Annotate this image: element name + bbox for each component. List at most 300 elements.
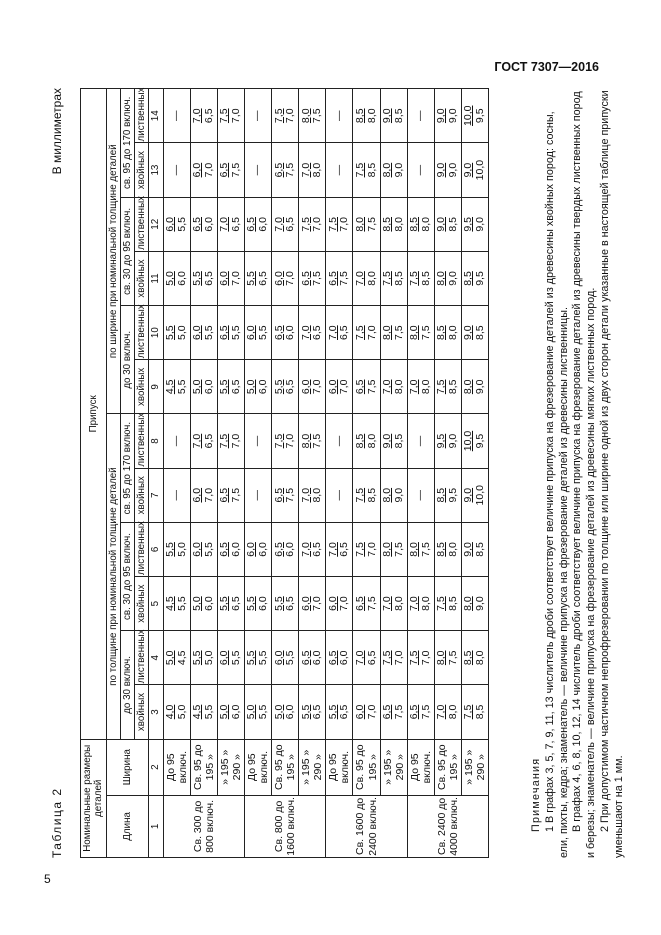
column-number: 7 bbox=[149, 468, 163, 522]
allowance-cell bbox=[272, 251, 299, 305]
header-coniferous: хвойных bbox=[135, 143, 149, 197]
allowance-cell bbox=[163, 577, 190, 631]
fraction bbox=[165, 596, 188, 611]
denominator: 7,0 bbox=[202, 487, 215, 503]
header-deciduous: лиственных bbox=[136, 195, 148, 250]
denominator: 8,0 bbox=[365, 271, 378, 286]
fraction bbox=[301, 705, 324, 720]
allowance-cell bbox=[299, 631, 326, 685]
denominator: 6,0 bbox=[311, 650, 324, 666]
allowance-cell bbox=[434, 577, 461, 631]
header-coniferous: хвойных bbox=[135, 468, 149, 522]
denominator: 9,0 bbox=[392, 487, 405, 503]
denominator: 8,5 bbox=[365, 162, 378, 178]
allowance-cell bbox=[380, 251, 407, 305]
width-cell: » 195 » 290 » bbox=[461, 739, 488, 795]
numerator: 6,5 bbox=[272, 162, 285, 178]
allowance-cell bbox=[461, 143, 488, 197]
note-2: 2 При допустимом частичном непрофрезеровании по толщине или ширине одной из двух сторон детали указанные в настоящей таблице припуски уменьшают на 1 мм. bbox=[599, 90, 625, 858]
numerator: 5,5 bbox=[164, 325, 177, 340]
numerator: 7,0 bbox=[353, 650, 366, 666]
allowance-cell bbox=[407, 631, 434, 685]
denominator: 9,5 bbox=[446, 487, 459, 503]
width-cell: До 95 включ. bbox=[163, 739, 190, 795]
fraction bbox=[219, 542, 242, 557]
allowance-cell bbox=[326, 685, 353, 739]
allowance-cell bbox=[353, 577, 380, 631]
fraction bbox=[355, 650, 378, 665]
fraction bbox=[165, 271, 188, 286]
denominator: 8,5 bbox=[446, 596, 459, 611]
header-deciduous: лиственных bbox=[136, 412, 148, 467]
numerator: 7,5 bbox=[272, 433, 285, 449]
column-number-row bbox=[149, 89, 163, 858]
header-range: св. 30 до 95 включ. bbox=[120, 197, 134, 305]
numerator: 6,5 bbox=[326, 650, 339, 666]
numerator: 6,5 bbox=[299, 650, 312, 666]
denominator: 6,5 bbox=[365, 650, 378, 666]
fraction bbox=[436, 596, 459, 611]
table-row bbox=[380, 89, 407, 858]
fraction bbox=[192, 542, 215, 557]
allowance-cell: — bbox=[244, 468, 271, 522]
denominator: 6,0 bbox=[202, 596, 215, 611]
fraction bbox=[436, 163, 459, 178]
header-deciduous: лиственных bbox=[136, 629, 148, 684]
denominator: 6,0 bbox=[257, 542, 270, 557]
fraction bbox=[355, 380, 378, 395]
allowance-cell bbox=[163, 197, 190, 251]
allowance-cell bbox=[461, 197, 488, 251]
allowance-cell bbox=[380, 631, 407, 685]
fraction bbox=[463, 596, 486, 611]
fraction bbox=[463, 271, 486, 286]
allowance-cell bbox=[434, 251, 461, 305]
fraction bbox=[301, 163, 324, 178]
width-cell: До 95 включ. bbox=[326, 739, 353, 795]
numerator: 7,5 bbox=[299, 216, 312, 232]
fraction bbox=[274, 380, 297, 395]
numerator: 5,0 bbox=[218, 704, 231, 720]
denominator: 5,5 bbox=[257, 325, 270, 340]
fraction bbox=[463, 160, 486, 180]
numerator: 6,0 bbox=[218, 271, 231, 286]
fraction bbox=[382, 434, 405, 449]
fraction bbox=[328, 650, 351, 665]
fraction bbox=[219, 434, 242, 449]
allowance-cell bbox=[272, 306, 299, 360]
fraction bbox=[165, 325, 188, 340]
numerator: 6,5 bbox=[326, 271, 339, 286]
denominator: 5,5 bbox=[284, 650, 297, 666]
fraction bbox=[409, 542, 432, 557]
denominator: 6,5 bbox=[284, 596, 297, 611]
allowance-cell bbox=[299, 306, 326, 360]
fraction bbox=[463, 380, 486, 395]
fraction bbox=[436, 271, 459, 286]
header-nominal: Номинальные размеры деталей bbox=[81, 739, 107, 857]
allowance-cell: — bbox=[407, 143, 434, 197]
allowance-cell bbox=[434, 306, 461, 360]
denominator: 6,5 bbox=[229, 379, 242, 395]
column-number: 11 bbox=[149, 251, 163, 305]
allowance-cell bbox=[326, 577, 353, 631]
fraction bbox=[382, 705, 405, 720]
allowance-cell bbox=[407, 522, 434, 576]
denominator: 8,5 bbox=[365, 487, 378, 503]
denominator: 7,0 bbox=[284, 271, 297, 286]
numerator: 8,0 bbox=[299, 108, 312, 124]
fraction bbox=[274, 650, 297, 665]
fraction bbox=[165, 650, 188, 665]
table-row bbox=[461, 89, 488, 858]
numerator: 6,5 bbox=[191, 216, 204, 232]
fraction bbox=[409, 271, 432, 286]
denominator: 6,0 bbox=[338, 650, 351, 666]
denominator: 10,0 bbox=[474, 159, 487, 181]
denominator: 6,5 bbox=[229, 596, 242, 611]
width-cell: » 195 » 290 » bbox=[380, 739, 407, 795]
fraction bbox=[192, 488, 215, 503]
denominator: 7,5 bbox=[311, 271, 324, 286]
denominator: 9,0 bbox=[474, 216, 487, 232]
numerator: 6,0 bbox=[191, 542, 204, 557]
allowance-cell: — bbox=[407, 89, 434, 144]
denominator: 7,0 bbox=[311, 379, 324, 395]
allowance-cell bbox=[217, 197, 244, 251]
allowance-cell: — bbox=[326, 414, 353, 468]
numerator: 7,0 bbox=[299, 487, 312, 503]
numerator: 6,5 bbox=[381, 704, 394, 720]
numerator: 6,5 bbox=[218, 542, 231, 557]
numerator: 7,0 bbox=[299, 325, 312, 340]
fraction bbox=[219, 596, 242, 611]
column-number: 14 bbox=[149, 89, 163, 144]
allowance-cell bbox=[190, 360, 217, 414]
fraction bbox=[192, 434, 215, 449]
allowance-cell bbox=[272, 414, 299, 468]
table-row bbox=[244, 89, 271, 858]
table-row bbox=[163, 89, 190, 858]
allowance-cell bbox=[461, 631, 488, 685]
numerator: 6,0 bbox=[326, 379, 339, 395]
denominator: 6,5 bbox=[202, 271, 215, 286]
numerator: 7,0 bbox=[218, 216, 231, 232]
numerator: 6,0 bbox=[218, 650, 231, 666]
denominator: 7,5 bbox=[446, 650, 459, 666]
header-by-thickness: по толщине при номинальной толщине деталей bbox=[106, 414, 120, 739]
denominator: 7,5 bbox=[365, 216, 378, 232]
numerator: 6,5 bbox=[353, 596, 366, 611]
table-body bbox=[163, 89, 489, 858]
header-width: Ширина bbox=[106, 739, 149, 795]
allowance-cell bbox=[434, 522, 461, 576]
fraction bbox=[274, 488, 297, 503]
allowance-cell bbox=[461, 522, 488, 576]
numerator: 7,5 bbox=[353, 542, 366, 557]
numerator: 6,0 bbox=[353, 704, 366, 720]
fraction bbox=[382, 380, 405, 395]
fraction bbox=[219, 325, 242, 340]
denominator: 5,5 bbox=[175, 596, 188, 611]
header-coniferous: хвойных bbox=[135, 251, 149, 305]
allowance-cell bbox=[299, 197, 326, 251]
allowance-cell bbox=[380, 197, 407, 251]
denominator: 7,0 bbox=[365, 542, 378, 557]
allowance-cell bbox=[326, 631, 353, 685]
denominator: 8,0 bbox=[419, 596, 432, 611]
denominator: 6,5 bbox=[311, 325, 324, 340]
numerator: 9,0 bbox=[462, 542, 475, 557]
fraction bbox=[192, 108, 215, 123]
numerator: 7,0 bbox=[381, 596, 394, 611]
numerator: 7,5 bbox=[218, 108, 231, 124]
denominator: 5,0 bbox=[202, 650, 215, 666]
denominator: 7,5 bbox=[419, 704, 432, 720]
denominator: 7,0 bbox=[419, 650, 432, 666]
numerator: 9,0 bbox=[462, 162, 475, 178]
denominator: 9,0 bbox=[446, 271, 459, 286]
header-range: до 30 включ. bbox=[120, 631, 134, 739]
fraction bbox=[192, 380, 215, 395]
fraction bbox=[165, 542, 188, 557]
fraction bbox=[409, 650, 432, 665]
allowance-cell bbox=[190, 306, 217, 360]
header-deciduous: лиственных bbox=[136, 87, 148, 142]
allowance-cell bbox=[434, 685, 461, 739]
denominator: 7,5 bbox=[311, 108, 324, 124]
fraction bbox=[192, 650, 215, 665]
denominator: 7,5 bbox=[284, 162, 297, 178]
fraction bbox=[192, 217, 215, 232]
allowance-cell bbox=[380, 414, 407, 468]
denominator: 6,0 bbox=[229, 542, 242, 557]
numerator: 10,0 bbox=[462, 430, 475, 452]
fraction bbox=[463, 325, 486, 340]
width-cell: До 95 включ. bbox=[407, 739, 434, 795]
numerator: 4,5 bbox=[164, 596, 177, 611]
denominator: 5,0 bbox=[175, 704, 188, 720]
fraction bbox=[355, 163, 378, 178]
denominator: 5,5 bbox=[202, 325, 215, 340]
numerator: 5,5 bbox=[191, 650, 204, 666]
denominator: 7,0 bbox=[284, 108, 297, 124]
header-length: Длина bbox=[106, 795, 149, 857]
numerator: 6,0 bbox=[245, 542, 258, 557]
allowance-cell bbox=[244, 251, 271, 305]
fraction bbox=[382, 488, 405, 503]
numerator: 8,5 bbox=[435, 542, 448, 557]
denominator: 8,0 bbox=[365, 433, 378, 449]
allowance-cell bbox=[272, 143, 299, 197]
allowance-cell bbox=[244, 197, 271, 251]
allowance-cell bbox=[353, 360, 380, 414]
header-range: до 30 включ. bbox=[120, 306, 134, 414]
fraction bbox=[219, 271, 242, 286]
numerator: 5,5 bbox=[164, 542, 177, 557]
allowance-cell bbox=[299, 468, 326, 522]
numerator: 8,5 bbox=[435, 325, 448, 340]
fraction bbox=[165, 380, 188, 395]
width-cell: » 195 » 290 » bbox=[217, 739, 244, 795]
allowance-cell bbox=[434, 468, 461, 522]
fraction bbox=[328, 217, 351, 232]
column-number: 12 bbox=[149, 197, 163, 251]
numerator: 8,5 bbox=[462, 650, 475, 666]
length-cell: Св. 2400 до 4000 включ. bbox=[407, 795, 488, 857]
allowance-cell bbox=[299, 89, 326, 144]
table-row bbox=[299, 89, 326, 858]
fraction bbox=[328, 325, 351, 340]
denominator: 7,5 bbox=[419, 542, 432, 557]
allowance-cell bbox=[326, 360, 353, 414]
fraction bbox=[436, 542, 459, 557]
denominator: 8,5 bbox=[446, 379, 459, 395]
allowance-cell bbox=[190, 197, 217, 251]
allowance-cell bbox=[299, 522, 326, 576]
allowance-cell: — bbox=[326, 89, 353, 144]
numerator: 7,0 bbox=[272, 216, 285, 232]
numerator: 6,0 bbox=[272, 650, 285, 666]
header-deciduous: лиственных bbox=[136, 304, 148, 359]
allowance-cell bbox=[190, 468, 217, 522]
allowance-cell bbox=[353, 197, 380, 251]
numerator: 7,5 bbox=[218, 433, 231, 449]
allowance-cell bbox=[326, 251, 353, 305]
fraction bbox=[192, 271, 215, 286]
denominator: 8,0 bbox=[392, 379, 405, 395]
numerator: 8,0 bbox=[299, 433, 312, 449]
numerator: 6,0 bbox=[245, 325, 258, 340]
fraction bbox=[382, 271, 405, 286]
fraction bbox=[436, 488, 459, 503]
numerator: 7,0 bbox=[326, 542, 339, 557]
numerator: 7,0 bbox=[191, 433, 204, 449]
allowance-cell bbox=[272, 631, 299, 685]
fraction bbox=[274, 434, 297, 449]
fraction bbox=[409, 325, 432, 340]
fraction bbox=[409, 217, 432, 232]
numerator: 8,0 bbox=[381, 487, 394, 503]
fraction bbox=[192, 705, 215, 720]
denominator: 5,5 bbox=[175, 379, 188, 395]
denominator: 7,0 bbox=[229, 108, 242, 124]
numerator: 7,0 bbox=[191, 108, 204, 124]
denominator: 5,5 bbox=[229, 650, 242, 666]
document-code: ГОСТ 7307—2016 bbox=[494, 60, 599, 74]
numerator: 8,0 bbox=[435, 650, 448, 666]
allowance-cell bbox=[272, 577, 299, 631]
allowance-cell bbox=[190, 522, 217, 576]
numerator: 7,0 bbox=[408, 596, 421, 611]
denominator: 7,5 bbox=[392, 325, 405, 340]
allowance-cell: — bbox=[244, 89, 271, 144]
allowance-cell bbox=[461, 306, 488, 360]
fraction bbox=[301, 650, 324, 665]
denominator: 6,0 bbox=[229, 704, 242, 720]
numerator: 9,0 bbox=[435, 108, 448, 124]
denominator: 7,0 bbox=[229, 271, 242, 286]
width-cell: До 95 включ. bbox=[244, 739, 271, 795]
numerator: 7,5 bbox=[435, 596, 448, 611]
allowance-cell bbox=[217, 468, 244, 522]
denominator: 7,0 bbox=[202, 162, 215, 178]
fraction bbox=[301, 108, 324, 123]
denominator: 5,0 bbox=[175, 325, 188, 340]
numerator: 7,5 bbox=[462, 704, 475, 720]
numerator: 8,0 bbox=[353, 216, 366, 232]
fraction bbox=[274, 108, 297, 123]
numerator: 6,0 bbox=[299, 596, 312, 611]
denominator: 5,5 bbox=[202, 704, 215, 720]
denominator: 6,0 bbox=[284, 325, 297, 340]
allowance-cell bbox=[163, 631, 190, 685]
denominator: 9,0 bbox=[446, 162, 459, 178]
numerator: 9,5 bbox=[462, 216, 475, 232]
allowance-cell: — bbox=[326, 143, 353, 197]
column-number: 9 bbox=[149, 360, 163, 414]
denominator: 8,0 bbox=[446, 542, 459, 557]
denominator: 4,5 bbox=[175, 650, 188, 666]
length-cell: Св. 1600 до 2400 включ. bbox=[326, 795, 407, 857]
denominator: 6,0 bbox=[202, 379, 215, 395]
fraction bbox=[463, 485, 486, 505]
allowance-cell: — bbox=[163, 468, 190, 522]
fraction bbox=[246, 380, 269, 395]
fraction bbox=[328, 542, 351, 557]
column-number: 2 bbox=[149, 739, 163, 795]
fraction bbox=[355, 108, 378, 123]
numerator: 6,5 bbox=[299, 271, 312, 286]
numerator: 7,5 bbox=[353, 487, 366, 503]
allowance-cell bbox=[190, 143, 217, 197]
denominator: 6,0 bbox=[175, 271, 188, 286]
numerator: 5,0 bbox=[245, 704, 258, 720]
allowance-cell bbox=[217, 251, 244, 305]
denominator: 7,0 bbox=[365, 325, 378, 340]
numerator: 6,5 bbox=[408, 704, 421, 720]
header-allowance: Припуск bbox=[81, 89, 107, 740]
denominator: 7,0 bbox=[338, 379, 351, 395]
numerator: 7,5 bbox=[381, 650, 394, 666]
denominator: 8,5 bbox=[392, 271, 405, 286]
allowance-cell: — bbox=[163, 414, 190, 468]
numerator: 6,5 bbox=[218, 162, 231, 178]
allowance-cell bbox=[217, 685, 244, 739]
allowance-cell: — bbox=[407, 414, 434, 468]
denominator: 9,0 bbox=[446, 433, 459, 449]
notes-title: Примечания bbox=[530, 757, 542, 832]
table-row bbox=[407, 89, 434, 858]
denominator: 6,0 bbox=[257, 379, 270, 395]
allowance-cell: — bbox=[326, 468, 353, 522]
numerator: 7,0 bbox=[353, 271, 366, 286]
length-cell: Св. 300 до 800 включ. bbox=[163, 795, 244, 857]
fraction bbox=[274, 542, 297, 557]
table-row bbox=[217, 89, 244, 858]
numerator: 5,5 bbox=[245, 650, 258, 666]
fraction bbox=[274, 596, 297, 611]
fraction bbox=[355, 542, 378, 557]
numerator: 8,5 bbox=[408, 216, 421, 232]
denominator: 7,5 bbox=[229, 162, 242, 178]
note-1a: 1 В графах 3, 5, 7, 9, 11, 13 числитель дроби соответствует величине припуска на фрезерование деталей из древесины хвойных пород: сосны, ели, пихты, кедра; знаменатель — величине припуска на фрезерование деталей из древесины лиственницы. bbox=[543, 111, 570, 858]
denominator: 6,5 bbox=[338, 704, 351, 720]
fraction bbox=[246, 542, 269, 557]
fraction bbox=[246, 650, 269, 665]
numerator: 9,0 bbox=[381, 108, 394, 124]
column-number: 10 bbox=[149, 306, 163, 360]
